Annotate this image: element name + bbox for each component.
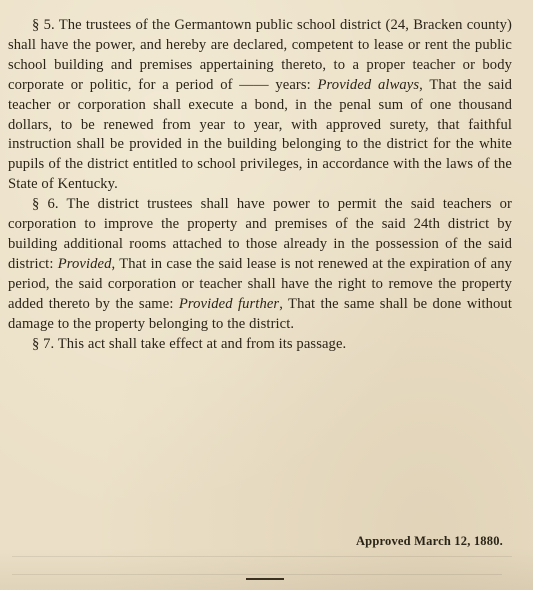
approval-date: Approved March 12, 1880.	[355, 534, 503, 548]
text-run: § 6. The district trustees shall have power to permit the said teachers or corporation to improve the property and premises of the said 24th district by building additional rooms attached to those already in the possession of the said district:	[8, 196, 512, 272]
bleed-through-area	[0, 548, 533, 590]
bleed-line	[12, 556, 512, 557]
proviso-italic: Provided	[57, 255, 112, 272]
statute-text	[8, 16, 512, 354]
text-run: , That the said teacher or corporation shall execute a bond, in the penal sum of one thousand dollars, to be renewed from year to year, with approved surety, that faithful instruction shall be provided in the building belonging to the district for the white pupils of the district entitled to school privileges, in accordance with the laws of the State of Kentucky.	[8, 76, 512, 193]
text-run: , That the same shall be done without damage to the property belonging to the district.	[8, 295, 512, 332]
bleed-line	[12, 574, 502, 575]
proviso-italic: Provided always	[317, 76, 420, 93]
text-run: § 5. The trustees of the Germantown public school district (24, Bracken county) shall have the power, and hereby are declared, competent to lease or rent the public school building and premises appertaining thereto, to a proper teacher or body corporate or politic, for a period of —— years:	[8, 17, 512, 93]
section-6-paragraph	[8, 195, 512, 334]
text-run: , That in case the said lease is not renewed at the expiration of any period, the said corporation or teacher shall have the right to remove the property added thereto by the same:	[8, 255, 512, 312]
end-rule	[246, 578, 284, 580]
proviso-italic: Provided further	[178, 295, 280, 312]
section-7-paragraph	[8, 335, 512, 355]
text-run: § 7. This act shall take effect at and from its passage.	[32, 335, 347, 352]
section-5-paragraph	[8, 16, 512, 195]
